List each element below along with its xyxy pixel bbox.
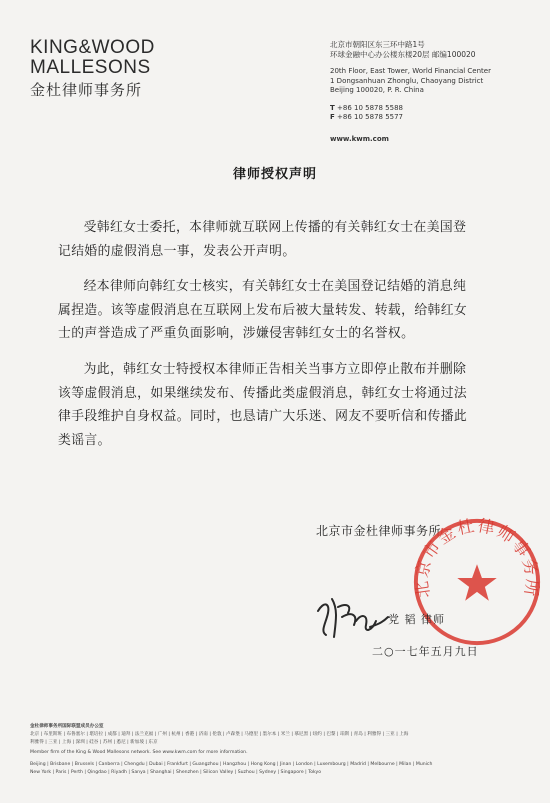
handwritten-signature bbox=[312, 591, 392, 643]
address-en-line-1: 20th Floor, East Tower, World Financial Center bbox=[330, 67, 491, 75]
lawyer-name: 党 韬 律师 bbox=[388, 613, 445, 626]
fax: F +86 10 5878 5577 bbox=[330, 113, 404, 121]
footer-title: 金杜律师事务所国际联盟成员办公室 bbox=[30, 724, 104, 729]
signing-date: 二○一七年五月九日 bbox=[372, 645, 479, 658]
address-cn-line-2: 环球金融中心办公楼东楼20层 邮编100020 bbox=[330, 49, 476, 59]
logo-line-1: KING&WOOD bbox=[30, 37, 155, 58]
statement-body bbox=[58, 216, 478, 464]
firm-logo bbox=[30, 38, 165, 100]
logo-line-2: MALLESONS bbox=[30, 57, 151, 78]
footer-en-offices-2: New York | Paris | Perth | Qingdao | Riyadh | Sanya | Shanghai | Shenzhen | Silicon Valley | Suzhou | Sydney | Singapore | Tokyo bbox=[30, 770, 322, 775]
footer bbox=[30, 723, 530, 777]
address-block bbox=[330, 40, 540, 144]
address-cn-line-1: 北京市朝阳区东三环中路1号 bbox=[330, 40, 425, 49]
seal-star-icon bbox=[457, 564, 496, 600]
footer-cn-offices-1: 北京 | 布里斯班 | 布鲁塞尔 | 堪培拉 | 成都 | 迪拜 | 法兰克福 | 广州 | 杭州 | 香港 | 济南 | 伦敦 | 卢森堡 | 马德里 | 墨尔本 | 米兰 | 慕尼黑 | 纽约 | 巴黎 | 珀斯 | 青岛 | 利雅得 | 三亚 | 上海 bbox=[30, 732, 409, 737]
footer-en-offices-1: Beijing | Brisbane | Brussels | Canberra | Chengdu | Dubai | Frankfurt | Guangzhou | Hangzhou | Hong Kong | Jinan | London | Luxembourg | Madrid | Melbourne | Milan | Munich bbox=[30, 762, 433, 767]
paragraph-2: 经本律师向韩红女士核实，有关韩红女士在美国登记结婚的消息纯属捏造。该等虚假消息在互联网上发布后被大量转发、转载，给韩红女士的声誉造成了严重负面影响，涉嫌侵害韩红女士的名誉权。 bbox=[58, 279, 468, 342]
footer-member-note: Member firm of the King & Wood Mallesons network. See www.kwm.com for more information. bbox=[30, 750, 248, 755]
paragraph-3: 为此，韩红女士特授权本律师正告相关当事方立即停止散布并删除该等虚假消息，如果继续发布、传播此类虚假消息，韩红女士将通过法律手段维护自身权益。同时，也恳请广大乐迷、网友不要听信和传播此类谣言。 bbox=[58, 361, 468, 448]
signing-firm: 北京市金杜律师事务所 bbox=[316, 524, 442, 538]
firm-seal bbox=[408, 513, 546, 651]
telephone: T +86 10 5878 5588 bbox=[330, 103, 403, 112]
address-en-line-3: Beijing 100020, P. R. China bbox=[330, 86, 424, 94]
seal-text: 北京市金杜律师事务所 bbox=[411, 515, 543, 600]
address-en-line-2: 1 Dongsanhuan Zhonglu, Chaoyang District bbox=[330, 76, 484, 85]
document-title: 律师授权声明 bbox=[232, 167, 317, 182]
footer-cn-offices-2: 利雅得 | 三亚 | 上海 | 深圳 | 硅谷 | 苏州 | 悉尼 | 新加坡 | 东京 bbox=[30, 740, 158, 745]
website-link[interactable]: www.kwm.com bbox=[330, 134, 389, 143]
paragraph-1: 受韩红女士委托，本律师就互联网上传播的有关韩红女士在美国登记结婚的虚假消息一事，发表公开声明。 bbox=[58, 220, 467, 259]
logo-line-3: 金杜律师事务所 bbox=[30, 81, 143, 99]
